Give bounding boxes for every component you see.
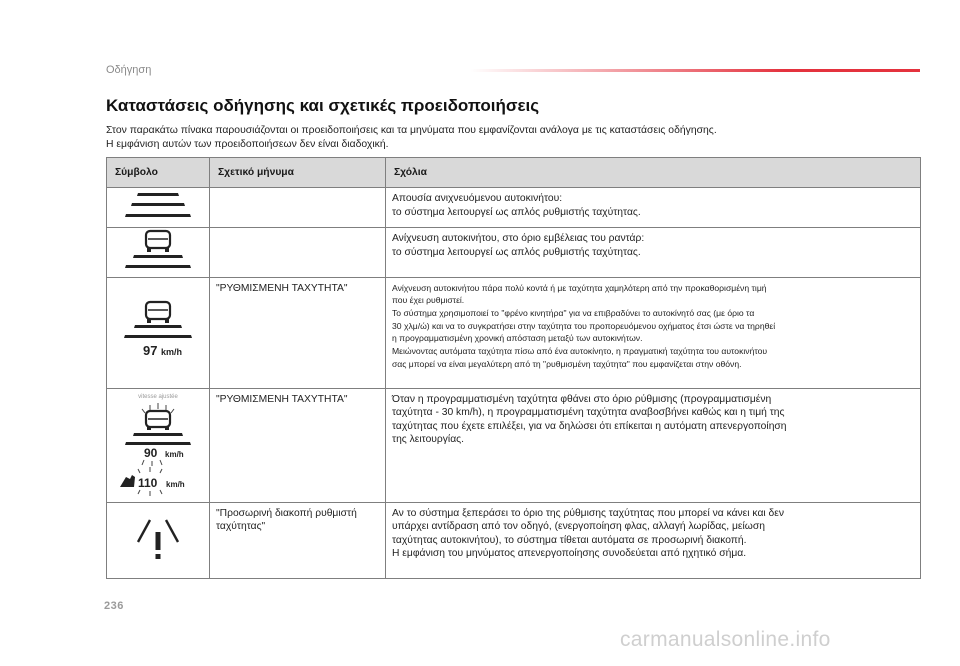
message-cell [210,502,386,578]
page-number: 236 [104,600,124,612]
section-title: Οδήγηση [106,64,152,76]
symbol-cell [107,502,210,578]
message-line: ταχύτητας" [216,521,266,533]
warning-exclamation-icon [118,510,198,566]
message-cell [210,188,386,228]
intro-line: Η εμφάνιση αυτών των προειδοποιήσεων δεν είναι διαδοχική. [106,138,389,150]
comment-line: που έχει ρυθμιστεί. [392,295,465,306]
comment-line: ταχύτητα - 30 km/h), η προγραμματισμένη ταχύτητα αναβοσβήνει καθώς και η τιμή της [392,407,785,419]
table-row [107,228,921,278]
speed-unit: km/h [161,347,183,358]
comment-line: σας μπορεί να είναι μεγαλύτερη από τη "ρυθμισμένη ταχύτητα" που εμφανίζεται στην οθόνη. [392,358,742,369]
message-cell: "ΡΥΘΜΙΣΜΕΝΗ ΤΑΧΥΤΗΤΑ" [210,388,386,502]
banner-text: vitesse ajustée [138,393,178,400]
comment-line: Μειώνοντας αυτόματα ταχύτητα πίσω από ένα αυτοκίνητο, η πραγματική ταχύτητα του αυτοκινήτου [392,346,768,357]
warnings-table [106,157,921,579]
page-title: Καταστάσεις οδήγησης και σχετικές προειδοποιήσεις [106,96,540,115]
symbol-cell [107,228,210,278]
message-cell [210,228,386,278]
header-accent-line [470,69,920,72]
hand-icon [120,475,135,487]
header-comment: Σχόλια [386,158,921,188]
intro-line: Στον παρακάτω πίνακα παρουσιάζονται οι προειδοποιήσεις και τα μηνύματα που εμφανίζονται ανάλογα με τις καταστάσεις οδήγησης. [106,125,717,136]
speed-unit: km/h [165,449,184,459]
table-row [107,188,921,228]
comment-line: ταχύτητας που έχετε επιλέξει, για να δηλώσει ότι επίκειται η αυτόματη απενεργοποίηση [392,420,787,432]
speed-value: 90 [144,445,158,460]
comment-cell [386,502,921,578]
table-row [107,388,921,502]
speed-adjusted-icon [110,389,206,497]
flash-rays-icon [142,460,162,466]
message-cell: "ΡΥΘΜΙΣΜΕΝΗ ΤΑΧΥΤΗΤΑ" [210,277,386,388]
symbol-cell [107,277,210,388]
watermark: carmanualsonline.info [620,628,831,651]
comment-line: Ανίχνευση αυτοκινήτου, στο όριο εμβέλειας του ραντάρ: [392,233,645,244]
header-symbol: Σύμβολο [107,158,210,188]
comment-line: ταχύτητας αυτοκινήτου), το σύστημα τίθεται αυτόματα σε προσωρινή διακοπή. [392,534,747,546]
comment-cell [386,277,921,388]
comment-cell [386,388,921,502]
symbol-cell [107,388,210,502]
table-header-row [107,158,921,188]
car-close-speed-icon [113,299,203,361]
comment-line: της λειτουργίας. [392,434,464,446]
car-ahead-icon [118,228,198,272]
comment-line: η προγραμματισμένη χρονική απόσταση μεταξύ των αυτοκινήτων. [392,333,643,344]
table-row [107,277,921,388]
comment-cell [386,228,921,278]
comment-line: Ανίχνευση αυτοκινήτου πάρα πολύ κοντά ή με ταχύτητα χαμηλότερη από την προκαθορισμένη τιμή [392,282,767,293]
comment-line: 30 χλμ/ώ) και να το συγκρατήσει στην ταχύτητα του προπορευόμενου οχήματος έτσι ώστε να τηρηθεί [392,320,776,331]
symbol-cell [107,188,210,228]
message-line: "Προσωρινή διακοπή ρυθμιστή [216,507,357,519]
comment-line: το σύστημα λειτουργεί ως απλός ρυθμιστής ταχύτητας. [392,246,641,258]
speed-value: 97 [143,343,158,359]
comment-line: υπάρχει αντίδραση από τον οδηγό, (ενεργοποίηση φλας, αλλαγή λωρίδας, μείωση [392,521,765,533]
comment-line: Η εμφάνιση του μηνύματος απενεργοποίησης συνοδεύεται από ηχητικό σήμα. [392,548,747,560]
speed-unit: km/h [166,479,185,489]
comment-line: Απουσία ανιχνευόμενου αυτοκινήτου: [392,193,563,204]
comment-line: Το σύστημα χρησιμοποιεί το "φρένο κινητήρα" για να επιβραδύνει το αυτοκίνητό σας (με όριο τα [392,308,755,318]
lane-lines-icon [118,189,198,221]
intro-text [106,124,906,151]
header-message: Σχετικό μήνυμα [210,158,386,188]
comment-line: Αν το σύστημα ξεπεράσει το όριο της ρύθμισης ταχύτητας που μπορεί να κάνει και δεν [392,507,785,519]
speed-value: 110 [138,475,158,490]
comment-line: το σύστημα λειτουργεί ως απλός ρυθμιστής ταχύτητας. [392,206,641,218]
comment-line: Όταν η προγραμματισμένη ταχύτητα φθάνει στο όριο ρύθμισης (προγραμματισμένη [392,393,772,405]
table-row [107,502,921,578]
comment-cell [386,188,921,228]
